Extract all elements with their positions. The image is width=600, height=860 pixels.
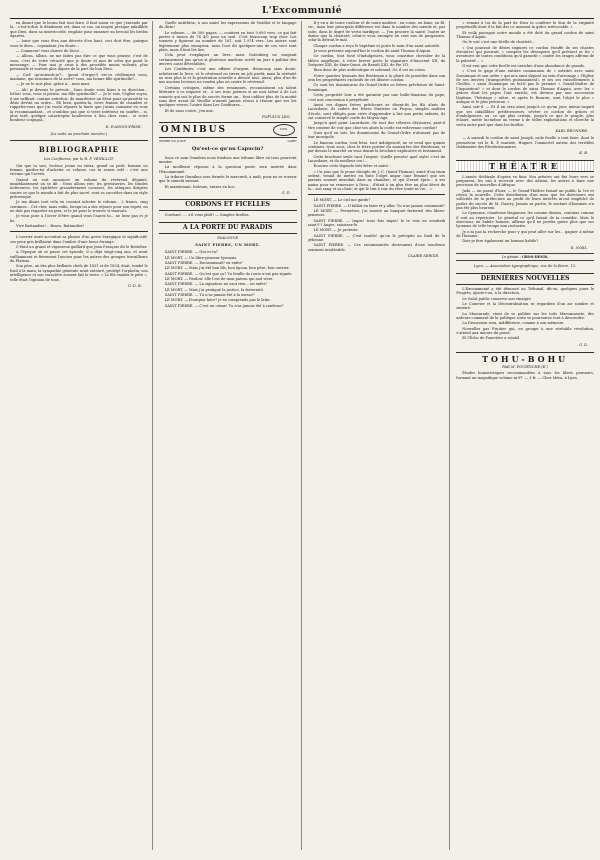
paragraph: Quelle antithèse, à nos amis! les expressions de Veuillot et le langage du divin!: [158, 21, 297, 30]
advert-title: TOHU-BOHU: [456, 352, 594, 364]
advert-text: Études humoristiques recommandées à tous les libres penseurs, formant un magnifique volume in-8º. — 3 fr. — Chez Méra, à Lyon.: [456, 371, 594, 380]
paragraph: Rien donc de plus authentique et solennel. Or, il est en coton.: [313, 68, 426, 73]
dialogue-line: LE MORT. — Mais j'ai été bon fils, bon époux, bon père, bon ouvrier.: [164, 266, 290, 271]
paragraph: Les Confitures, c'est une affaire d'argent. Beaucoup sans doute, achèteront le livre, et le révérend en tirera un joli profit; mais la sérénité ne sera plus là et la génération actuelle a dévoré tout. Aussi, plus d'un de nos anciens lecteurs ne voudra plus en croire le révérend.: [158, 67, 297, 85]
paragraph: Il y en a de toute couleur et de toute matière : en coton, en laine, en fil, etc.; mais leur principale différence est dans le nombre des nœuds et, par suite, dans le degré de vertu mirifique. — J'en procure la santé, l'autre ne donne que la chasteté; celui-ci vous exempte en cent ans de purgatoire, celui-là détruit le mal.: [307, 21, 446, 43]
paragraph: Dois-je être également un homme habile?: [462, 239, 539, 244]
paragraph: Quoi qu'il en soit, les dominicains du Grand-Ordre n'abusent pas de leur monopole.: [307, 130, 446, 140]
divider: [10, 231, 148, 232]
section-title-nouvelles: DERNIÈRES NOUVELLES: [456, 273, 594, 285]
signature: G. D.: [579, 342, 588, 347]
signature: K. B.: [579, 151, 588, 156]
paragraph: Nouvelles pas Fruitier qui, en groupe à une véritable révolution, s'attend aux mœurs du passé.: [456, 326, 594, 335]
paragraph: Sous ce nom Omnibus nous fondons une tribune libre où tous pourront monter.: [158, 155, 297, 164]
paragraph: C'était un grand et vigoureux gaillard que Jean François dit le Bottelier.: [16, 245, 148, 250]
stamp-icon: LYON: [273, 124, 295, 136]
section-title-paradis: A LA PORTE DU PARADIS: [159, 222, 297, 234]
column-1: [10, 21, 153, 850]
paragraph: Ce cordon, tout tissé d'indulgences, vous constitue chevalier de la Milice angélique, à votre brevet porte la signature d'Innocent XII, de Grégoire XIII, de Sixte-Quint, de Benoît XIII, de Pie VII.: [307, 54, 446, 68]
paragraph: Le Salut public conserve son vinaigre.: [462, 296, 532, 301]
signature: E. D'ANGOUPRISE.: [105, 124, 142, 129]
paragraph: Et l'Écho de Fourvière a rotatif.: [462, 336, 520, 341]
paragraph: Notre quartier lyonnais des Brotteaux a la gloire de posséder dans son sein les propriétaires exclusifs de cet illustre cordon.: [307, 73, 446, 83]
dialogue-line: LE MORT. — Mais j'ai pratiqué la justice, la fraternité.: [164, 287, 265, 292]
dialogue-line: SAINT PIERRE. — Excommunié? en enfer!: [164, 261, 243, 266]
paragraph: Cette brochure seule vaut l'argent. Quelle pensée! quel style! c'est du Lacordaire, et du meilleur cru!...: [307, 154, 446, 163]
paragraph: Le fameux cordon, tout béni, tout indulgencié, ne se vend que quinze centimes, trois sous, chez le frère portier du monastère des Brotteaux; et par-dessus le marché on vous donne la brochure explicative et testament.: [307, 140, 446, 154]
dialogue-line: SAINT PIERRE. — Ces excommuniés deviennent d'une insolence vraiment intolérable.: [307, 243, 446, 252]
paragraph: « C'est le gage d'une entière communion de « mérites avec saint Dominique et son ordre « qui m'a ainsi déposé au sein d'arrosage « l'Eglise de ses œuvres (transportées puissamment), et ses ses ruissellements à Chelles, « saint Dominique ne fut-il pas le premier « Grand-Maître de l'Inquisition? » et dont le cordon de saint Thomas d'Aquin, avec les « grâces dont les papes l'ont enrichi, est devenu par une succession légitime, l'héritage « nôtre, et après le Rosaire, sont l'objet le plus « antique et le plus précieux. »: [456, 69, 594, 104]
dialogue-line: SAINT PIERRE. — Tu n'as jamais été à la messe?: [164, 293, 255, 298]
paragraph: La Discussion sera, indifférente, comme à son mémoire.: [462, 321, 565, 326]
dialogue-line: LE MORT. — Un libre-penseur lyonnais.: [164, 255, 238, 260]
column-3: [308, 21, 451, 850]
paragraph: Le volume, — de 300 pages, — contient en tout 9,000 vers, ce qui fait porter à raison de 76 4/5 pour un seul. C'est beaucoup trop cher. Les sonnets y figurent au nombre de 161, soit 1,974 vers. Les autres sont légèrement plus ennuyeux, nous l'ont dit quelques-uns de ces vers sont plats, mais il faut les lire.: [158, 30, 297, 53]
paragraph: « Un jour que le jeune disciple de J.-C. (Saint-Thomas), armé d'un tison ardent, venait de mettre en fuite l'objet impur (une femme) que ses parents avaient introduit dans sa chambre, et qui il'avait épris... à ses mains pour en remercier à Dieu... il'était à un plus être un plus dévot de la... son sang et sa chair; et qui le tint à voir du rêve toute sa vie... »: [307, 169, 446, 192]
paragraph: Son père, un des plus brillants chefs de 1831 et de 1834, était, tombé le fusil à la main; la sympathie générale avait entouré, protégé l'orphelin; son intelligence et son caractère avaient fait le reste. « Le fils vaudra le père », telle était l'opinion de tous.: [10, 264, 148, 282]
paragraph: La meilleure réponse à la question posée sera insérée dans l'Excommunié.: [158, 165, 297, 174]
dialogue-label: DIALOGUE: [217, 235, 238, 240]
paragraph: — Comment! vous doutez de Dieu!...: [16, 49, 83, 54]
paragraph: A l'époque où se passe cet épisode, il a déjà vingt-cinq ans, et avait vaillamment et fièrement l'ancien pour les autres des groupes travailleurs du Plateau.: [10, 250, 148, 264]
paragraph: Vive Battandier!... Bravo, Battandier!: [16, 224, 85, 229]
paragraph: Je n'ai pas la recherche pour y qui peut aller sur les... gagner à même de l'homme.: [456, 229, 594, 239]
paragraph: — A samedi le cordon de saint Joseph, rude ficelle à tout faire, dont le promoteur est le R. P. mariste, Huguet, l'immortel auteur des terribles châtiments des Révolutionnaires.: [456, 136, 594, 149]
dialogue-line: SAINT PIERRE. — Qui es-tu?: [164, 250, 218, 255]
paragraph: Chaque cordon a reçu le baptême et porte le nom d'un saint autorité.: [313, 43, 441, 48]
signature: G. D.: [281, 190, 291, 195]
signature: KARL BRUNNER.: [555, 128, 588, 133]
signature: POPULUS LEO.: [262, 114, 291, 119]
paragraph: La Mascarade, vient de se publier sur les toits Marvanassite, des ardeurs comment de la publique sorte se poursuivre tout à descendre.: [456, 311, 594, 320]
dialogue-line: LE MORT. — Permettez, j'ai assisté au banquet fraternel des libres-penseurs.: [307, 209, 446, 218]
paragraph: Ce sont les dominicains du Grand-Ordre ou frères prêcheurs de Saint-Dominique.: [307, 83, 446, 92]
paragraph: On le voit c'est une ficelle de chasteté...: [462, 40, 536, 45]
columns: [10, 21, 594, 850]
book-review-title: Les Confitures, par le R. P. VENILLOT.: [43, 157, 114, 162]
paragraph: Ainsi soit-il. — Et il en sera ainsi jusqu'à ce qu'un jour, mieux inspiré que ses infaillibles prédécesseurs, sévère ce cordon de grâces et d'indulgences, ou, ce qui plus certain, jusqu'à ce que le peuple, plus éclairé, mette lui-même un terme à de telles exploitations et cherche la vertu autre part que dans les ficelles.: [456, 105, 594, 127]
paragraph: La tribune Omnibus sera fermée le mercredi, à midi, pour ne se rouvrir que le samedi suivant.: [158, 174, 297, 184]
section-title-cordons: CORDONS ET FICELLES: [159, 199, 297, 211]
paragraph: Qui que tu sois, lecteur, jeune ou vieux, grand ou petit, homme ou femme, gardez-toi d'acheter ce volume, car tu serais volé : c'est une victime qui l'averti.: [10, 163, 148, 177]
paragraph: Et voilà pourquoi notre monde a été doté du grand cordon de saint Thomas d'Aquin.: [456, 30, 594, 40]
paragraph: Le Courrier et la Décentralisation se regardent d'un air sombre et sinistre.: [456, 301, 594, 311]
signature: E. NOEL.: [570, 245, 588, 250]
paragraph: Je vous pose à l'ocrer d'être quand vous l'aurez lu... ne lisez pas et je lis.: [10, 214, 148, 223]
masthead: L'Excommunié: [10, 4, 594, 19]
paragraph: — Allons, allons, ne me faites pas dire ce que vous pensez; c'est de vous, c'est de votre véracité que je doute et non de celui qui punit le mensonge. — Pour moi je crois à des procédés moins violents, plus persuasifs et surtout plus dignes de la part du bon Dieu.: [10, 54, 148, 72]
divider: [10, 140, 148, 141]
signature: G.-D. B.: [127, 283, 142, 288]
paragraph: Cordons!..... s'il vous plaît? — Simples ficelles.: [164, 213, 250, 218]
paragraph: Je vous présente aujourd'hui le cordon de saint Thomas d'Aquin.: [313, 49, 432, 54]
omnibus-question: Qu'est-ce qu'un Capucin?: [191, 145, 264, 152]
omnibus-title: OMNIBUS: [160, 125, 227, 136]
dialogue-line: LE MORT. — Pourquoi faire? je ne comprends pas le latin.: [164, 298, 271, 303]
omnibus-subline-right: GARE: [287, 139, 297, 144]
dialogue-line: LE MORT. — Le ciel me garde?: [313, 198, 371, 203]
dialogue-cast: SAINT PIERRE, UN MORT.: [195, 243, 261, 247]
paragraph: Jusqu'à quel point Lacordaire, de tout des célestes dérisoires, peut-il être content de voir que chez ses aînés la corde est redevenue cordon?: [307, 121, 446, 130]
paragraph: — Ah! je devrais le prévoir... Sans doute vous lisiez à sa direction... hélas! vous, vous si pieuse, ma fille spirituelle? — Je le vois, l'église soyez, il me suffirait, comme autrefois, de manifester un désir pour qu'aussitôt ce désir devint un ordre... Eh bien, gardez-la, votre femme de chambre et rappelez-vous que j'ai voulu réparer la faute que j'avais commise en vous la recommandant... et n'oubliez pas que si votre intérieur en souffre... si, plus tard, quelque catastrophe bouleverse à lieu chez vous... si votre bonheur conjugal...: [10, 87, 148, 123]
omnibus-subline: [159, 139, 297, 143]
dialogue-line: LE MORT. — Je proteste.: [313, 228, 359, 233]
paragraph: « venons à toi de la part de Dieu te conférer le don de la virginité perpétuelle dont il te fait des ce moment la grâce irrévocable. »: [456, 21, 594, 30]
signature: CLAIRE SERGIE.: [407, 254, 440, 259]
gerant-line: [456, 253, 594, 261]
dialogue-line: SAINT PIERRE. — C'est un crime! Tu n'as jamais été à confesse?: [164, 303, 284, 308]
paragraph: Cette propriété leur a été garantie par une bulle-donation du pape; c'est une concession à perpétuité.: [307, 93, 446, 102]
continued-note: (La suite au prochain numéro.): [50, 131, 108, 136]
paragraph: Quand on voit annoncer un volume du révérend déquiné, immédiatement on se dit : Nous allons rire; les grivoiseries, les tirades indécentes, les épithètes grossièrement cocasses, les attaques dirigées contre ce que le monde a fait de plus sacré, vont se succéder dans un style pittoresque.: [10, 177, 148, 199]
column-4: [456, 21, 594, 850]
paragraph: Écoutez cette légende très-frère et naïve :: [313, 164, 391, 169]
paragraph: Certains critiques, même des renommés, reconnaissent un talent littéraire à ce niquiste et... à ses trois poèmes si un mot talent à de Les sonnets qui ont le plus de succès forme un... font oublier plus de la moitié sans dire avant de Veuillot n'aurait jamais réussi à réussir que ses les quelques verres, l'autre dans Les Confitures...: [158, 85, 297, 108]
paragraph: Aussi ces dignes frères prêcheurs se disent-ils les fils aînés de Lacordaire; ils cadets des frères Maristes ou Picpus, simples maîtres d'école, sont obligés pour vivre d'apprendre à lire aux petits enfants; ils ont conservé le simple corde du Moyen-Age.: [307, 102, 446, 120]
paragraph: L'ouvrier avait accentué sa phrase d'un geste énergique et significatif; ces yeux gris brillaient dans l'ombre d'une lueur étrange.: [10, 235, 148, 244]
paragraph: L'Excommunié a été dénoncé au Tribunal, dit-on, quelques jours le Progrès, ajoute-t-on, à la direction.: [456, 286, 594, 296]
paragraph: Il est vrai que cette ficelle est enrichie d'une abondance de grands.: [462, 64, 586, 69]
section-title-theatre: THÉATRE: [456, 160, 594, 172]
paragraph: Le Gymnase, chanteuse Hagnauer, les comme disions, continue comme il suit au répertoire. Le général ce qu'il faisait de la comédie. Mais le directeur, un habile homme, affirme qu'il ne perdra guère plus que ses lyonnais de telle troupe aux cinéastes.: [456, 211, 594, 229]
section-title-bibliographie: BIBLIOGRAPHIE: [38, 145, 119, 155]
paragraph: Cela peut s'expliquer un livre, mais Gutenberg ne songeait certainement pas qu'un si glorieuse machine servît un jour à publier des œuvres aussi détestables.: [158, 53, 297, 67]
omnibus-banner: [159, 122, 297, 138]
dialogue-line: SAINT PIERRE. — C'est inutile! qu'on le précipite au fond de la géhenne.: [307, 233, 446, 243]
paragraph: « Qui pourrait de désirs impures ce cordon étouffe de ses chastes étreintes! qui pourrait, « compter les désespoirs qu'il prévient et les « aventures de toutes conditions qu'il garantit « contre les orages affreux de la puberté!... »: [456, 45, 594, 63]
paragraph: — Ionie que vous êtes aux décrets d'en haut, ceci doit être, puisque vous le dites... cependant j'en doute...: [10, 39, 148, 48]
paragraph: — Je ne le suis plus, grâce à... mon mari.: [16, 82, 91, 87]
paragraph: — Ciel! qu'entends-je?... (point d'orgue!) est-ce réellement vous, madame, qui raisonnez de la sorte? vous, ma bonne fille spirituelle?...: [10, 72, 148, 82]
paragraph: Je me disais tout cela en courant acheter le volume... 2 francs, cinq centimes... Cet cher, mais enfin, lorsqu'on a des séjours pour son esprit, on ne doit pas regarder au prix, et le jet pour le trouver si mauvais.: [10, 200, 148, 214]
column-2: [159, 21, 302, 850]
paragraph: Et de nous croire, j'en mis.: [164, 108, 214, 113]
paragraph: L'année théâtrale d'opéra va finir. Nos artistes ont fini leurs vers se préparent, les uns à recevoir avec des adieux, les autres à faire une provision de nouvelles d'Afrique.: [456, 174, 594, 188]
divider: [308, 194, 446, 195]
paragraph: en disant que le bossu fait tout faire, il faut saisir ce que j'entends par là... c'est-à-dire le dénûment est, dans ce cas, un moyen presque infaillible que Dieu, dans sa miséricorde, emploie pour ramener au bercail les brebis égarées.: [10, 21, 148, 39]
dialogue-line: SAINT PIERRE. — Impie! trois fois impie! le te vois en vendredi saint!!!! Anges, saisissez-le.: [307, 218, 446, 228]
gerant-label: Le gérant :: [501, 255, 521, 260]
paragraph: Et maintenant, lutteurs, entrez en lice.: [164, 184, 236, 189]
omnibus-subline-left: ORDRE DU JOUR: [158, 139, 186, 144]
advert-author: PAR M. FOURTICHE (E.): [502, 364, 548, 369]
dialogue-line: SAINT PIERRE. — Qu'est que ça? Tu feuille de route n'est pas signée.: [164, 271, 293, 276]
imprint: Lyon. — Association typographique, rue de la Barre, 12.: [473, 264, 577, 269]
newspaper-page: [10, 4, 594, 850]
dialogue-line: LE MORT. — Pardon! elle l'est de mon patron qui sait vivre.: [164, 277, 274, 282]
paragraph: Jada — un passé d'hier, — le Grand-Théâtre faisait un public la 1re et réussi la nouvelle. Cette distribution d'un mois que les directeurs ont sollicités de la préfecture au profit de leurs intérêts m'ont empêché de parler du succès de M. Dautry. Jamais sa partie, le sentant d'hommes n'a pas été plus heureux.: [456, 188, 594, 211]
dialogue-line: SAINT PIERRE. — La signature ne vaut rien... en enfer!: [164, 282, 267, 287]
gerant-name: GROS-DENIS.: [521, 255, 549, 260]
dialogue-line: SAINT PIERRE. — Il fallait en faire et y aller. Tu n'as jamais communié?: [313, 203, 445, 208]
